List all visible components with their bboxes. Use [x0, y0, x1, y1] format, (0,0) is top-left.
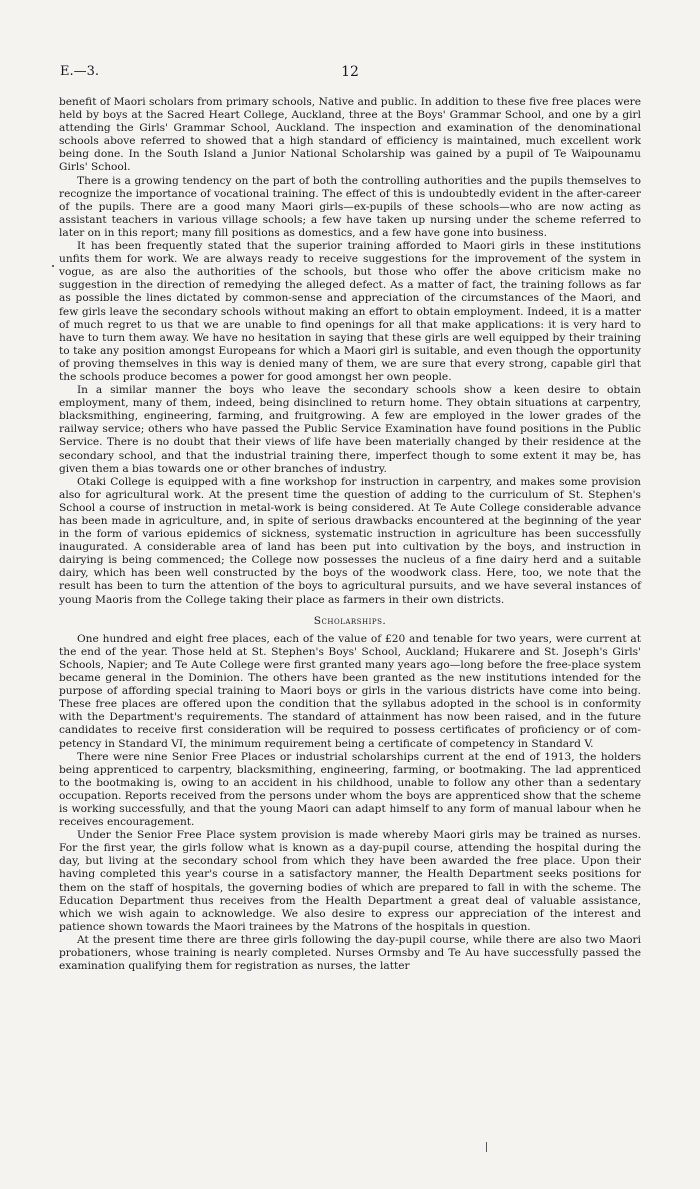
- margin-mark: [52, 265, 54, 267]
- paragraph: In a similar manner the boys who leave the secondary schools show a keen desire to obtain employment, many of them, indeed, being disinclined to return home. They obtain situations at carpentry, blacksmithing, engineering, farming, and fruitgrowing. A few are employed in the lower grades of the railway service; others who have passed the Public Service Examination have found positions in the Public Service. There is no doubt that their views of life have been materially changed by their residence at the secondary school, and that the industrial training there, imperfect though to some extent it may be, has given them a bias towards one or other branches of industry.: [59, 384, 641, 475]
- paragraph: Under the Senior Free Place system provision is made whereby Maori girls may be trained as nurses. For the first year, the girls follow what is known as a day-pupil course, attending the hospital during the day, but living at the secondary school from which they have been awarded the free place. Upon their having completed this year's course in a satisfactory manner, the Health Department seeks positions for them on the staff of hospitals, the governing bodies of which are prepared to fall in with the scheme. The Education Department thus receives from the Health Department a great deal of valuable assistance, which we wish again to acknowledge. We also desire to express our appreciation of the interest and patience shown towards the Maori trainees by the Matrons of the hospitals in question.: [59, 829, 641, 933]
- scan-mark: [486, 1142, 487, 1152]
- paragraph: It has been frequently stated that the superior training afforded to Maori girls in these institutions unfits them for work. We are always ready to receive suggestions for the improvement of the system in vogue, as are also the authorities of the schools, but those who offer the above criticism make no suggestion in the direction of remedying the alleged defect. As a matter of fact, the training follows as far as possible the lines dictated by common-sense and appreciation of the circumstances of the Maori, and few girls leave the secondary schools without making an effort to obtain employment. Indeed, it is a matter of much regret to us that we are unable to find openings for all that make applications: it is very hard to have to turn them away. We have no hesitation in saying that these girls are well equipped by their training to take any position amongst Europeans for which a Maori girl is suitable, and even though the opportunity of proving themselves in this way is denied many of them, we are sure that every strong, capable girl that the schools produce becomes a power for good amongst her own people.: [59, 240, 641, 383]
- page-header: [60, 64, 640, 84]
- body-text: [59, 96, 641, 973]
- section-heading: Scholarships.: [313, 614, 387, 627]
- paragraph: One hundred and eight free places, each of the value of £20 and tenable for two years, were current at the end of the year. Those held at St. Stephen's Boys' School, Auckland; Hukarere and St. Joseph's Girls' Schools, Napier; and Te Aute College were first granted many years ago—long before the free-place system became general in the Dominion. The others have been granted as the new institutions intended for the purpose of affording special training to Maori boys or girls in the various districts have come into being. These free places are offered upon the condition that the syllabus adopted in the school is in conformity with the Department's requirements. The standard of attainment has now been raised, and in the future candidates to receive first consideration will be required to possess certificates of proficiency or of competency in Standard VI, the minimum requirement being a certificate of competency in Standard V.: [59, 632, 641, 750]
- document-code: E.—3.: [60, 64, 100, 79]
- paragraph: At the present time there are three girls following the day-pupil course, while there are also two Maori probationers, whose training is nearly completed. Nurses Ormsby and Te Au have successfully passed the examination qualifying them for registration as nurses, the latter: [59, 933, 641, 973]
- paragraph: There is a growing tendency on the part of both the controlling authorities and the pupils themselves to recognize the importance of vocational training. The effect of this is undoubtedly evident in the after-career of the pupils. There are a good many Maori girls—ex-pupils of these schools—who are now acting as assistant teachers in various village schools; a few have taken up nursing under the scheme referred to later on in this report; many fill positions as domestics, and a few have gone into business.: [59, 174, 641, 239]
- paragraph: Otaki College is equipped with a fine workshop for instruction in carpentry, and makes some provision also for agricultural work. At the present time the question of adding to the curriculum of St. Stephen's School a course of instruction in metal-work is being considered. At Te Aute College considerable advance has been made in agriculture, and, in spite of serious drawbacks encountered at the beginning of the year in the form of various epidemics of sickness, systematic instruction in agriculture has been successfully inaugurated. A considerable area of land has been put into cultivation by the boys, and instruction in dairying is being commenced; the College now possesses the nucleus of a fine dairy herd and a suitable dairy, which has been well constructed by the boys of the woodwork class. Here, too, we note that the result has been to turn the attention of the boys to agricultural pursuits, and we have several instances of young Maoris from the College taking their place as farmers in their own districts.: [59, 475, 641, 606]
- page-number: 12: [341, 64, 359, 80]
- paragraph: There were nine Senior Free Places or industrial scholarships current at the end of 1913, the holders being apprenticed to carpentry, blacksmithing, engineering, farming, or bootmaking. The lad apprenticed to the bootmaking is, owing to an accident in his childhood, unable to follow any other than a sedentary occupation. Reports received from the persons under whom the boys are apprenticed show that the scheme is working successfully, and that the young Maori can adapt himself to any form of manual labour when he receives encouragement.: [59, 750, 641, 829]
- paragraph: benefit of Maori scholars from primary schools, Native and public. In addition to these five free places were held by boys at the Sacred Heart College, Auckland, three at the Boys' Grammar School, and one by a girl attending the Girls' Grammar School, Auckland. The inspection and examination of the denominational schools above referred to showed that a high standard of efficiency is maintained, much excellent work being done. In the South Island a Junior National Scholarship was gained by a pupil of Te Waipounamu Girls' School.: [59, 96, 641, 174]
